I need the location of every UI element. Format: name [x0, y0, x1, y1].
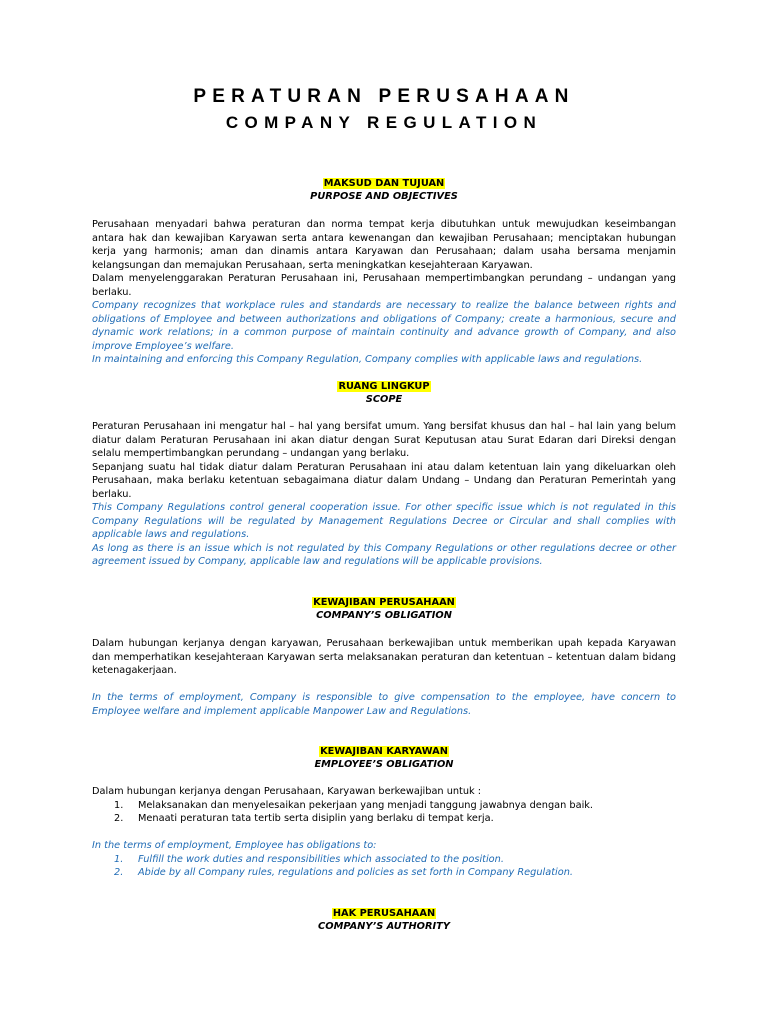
list-item-number: 1. [114, 799, 124, 811]
document-title: PERATURAN PERUSAHAAN [193, 86, 575, 107]
list-item-number: 2. [114, 813, 124, 824]
obligation-list-id [92, 799, 676, 826]
paragraph-en: In maintaining and enforcing this Company Regulation, Company complies with applicable laws and regulations. [92, 354, 643, 365]
section-heading-en: SCOPE [365, 394, 403, 405]
section-employee-obligation-body-id [92, 785, 676, 826]
section-heading-en: COMPANY’S OBLIGATION [316, 610, 452, 621]
section-purpose-heading [92, 177, 676, 203]
list-item-text: Abide by all Company rules, regulations and policies as set forth in Company Regulation. [138, 867, 573, 878]
section-heading-id: MAKSUD DAN TUJUAN [323, 178, 445, 189]
section-heading-en: COMPANY’S AUTHORITY [318, 921, 450, 932]
section-purpose-body-id [92, 218, 676, 299]
paragraph-en: Company recognizes that workplace rules and standards are necessary to realize the balance between rights and obligations of Employee and between authorizations and obligations of Company; create a harmonious, secure and dynamic work relations; in a common purpose of maintain continuity and advance growth of Company, and also improve Employee’s welfare. [92, 300, 676, 352]
obligation-list-en [92, 853, 676, 880]
list-item [92, 812, 676, 826]
list-item-number: 1. [114, 853, 124, 865]
section-company-obligation-heading [92, 596, 676, 622]
list-item [92, 853, 676, 867]
list-item-text: Menaati peraturan tata tertib serta disiplin yang berlaku di tempat kerja. [138, 813, 494, 824]
section-heading-en: PURPOSE AND OBJECTIVES [310, 191, 458, 202]
section-scope-body-en [92, 501, 676, 569]
list-intro-en: In the terms of employment, Employee has obligations to: [92, 840, 377, 851]
list-item [92, 799, 676, 813]
section-employee-obligation-heading [92, 745, 676, 771]
section-company-obligation-body-en [92, 691, 676, 718]
section-company-authority-heading [92, 907, 676, 933]
section-heading-id: KEWAJIBAN PERUSAHAAN [313, 597, 455, 608]
paragraph-id: Dalam menyelenggarakan Peraturan Perusahaan ini, Perusahaan mempertimbangkan perundang – undangan yang berlaku. [92, 273, 676, 298]
section-heading-id: RUANG LINGKUP [338, 381, 430, 392]
section-scope-body-id [92, 420, 676, 501]
list-item-text: Melaksanakan dan menyelesaikan pekerjaan yang menjadi tanggung jawabnya dengan baik. [138, 799, 594, 811]
document-subtitle: COMPANY REGULATION [225, 113, 543, 132]
list-item [92, 866, 676, 880]
section-heading-id: KEWAJIBAN KARYAWAN [320, 746, 448, 757]
paragraph-id: Sepanjang suatu hal tidak diatur dalam Peraturan Perusahaan ini atau dalam ketentuan lain yang dikeluarkan oleh Perusahaan, maka berlaku ketentuan sebagaimana diatur dalam Undang – Undang dan Peraturan Pemerintah yang berlaku. [92, 461, 676, 500]
list-item-text: Fulfill the work duties and responsibilities which associated to the position. [138, 853, 504, 865]
section-scope-heading [92, 380, 676, 406]
section-heading-en: EMPLOYEE’S OBLIGATION [314, 759, 454, 770]
section-heading-id: HAK PERUSAHAAN [332, 908, 436, 919]
paragraph-id: Perusahaan menyadari bahwa peraturan dan norma tempat kerja dibutuhkan untuk mewujudkan keseimbangan antara hak dan kewajiban Karyawan serta antara kewenangan dan kewajiban Perusahaan; menciptakan hubungan kerja yang harmonis; aman dan dinamis antara Karyawan dan Perusahaan; dalam usaha bersama menjamin kelangsungan dan memajukan Perusahaan, serta meningkatkan kesejahteraan Karyawan. [92, 219, 676, 271]
list-item-number: 2. [114, 867, 124, 878]
paragraph-en: This Company Regulations control general cooperation issue. For other specific issue which is not regulated in this Company Regulations will be regulated by Management Regulations Decree or Circular and shall complies with applicable laws and regulations. [92, 502, 676, 540]
section-employee-obligation-body-en [92, 839, 676, 880]
paragraph-en: In the terms of employment, Company is responsible to give compensation to the employee, have concern to Employee welfare and implement applicable Manpower Law and Regulations. [92, 692, 676, 717]
paragraph-id: Dalam hubungan kerjanya dengan karyawan, Perusahaan berkewajiban untuk memberikan upah kepada Karyawan dan memperhatikan kesejahteraan Karyawan serta melaksanakan peraturan dan ketentuan – ketentuan dalam bidang ketenagakerjaan. [92, 638, 676, 676]
section-company-obligation-body-id [92, 637, 676, 678]
section-purpose-body-en [92, 299, 676, 367]
list-intro-id: Dalam hubungan kerjanya dengan Perusahaan, Karyawan berkewajiban untuk : [92, 786, 482, 797]
paragraph-en: As long as there is an issue which is not regulated by this Company Regulations or other regulations decree or other agreement issued by Company, applicable law and regulations will be applicable provisions. [92, 542, 676, 567]
paragraph-id: Peraturan Perusahaan ini mengatur hal – hal yang bersifat umum. Yang bersifat khusus dan hal – hal lain yang belum diatur dalam Peraturan Perusahaan ini akan diatur dengan Surat Keputusan atau Surat Edaran dari Direksi dengan selalu mempertimbangkan perundang – undangan yang berlaku. [92, 421, 676, 459]
